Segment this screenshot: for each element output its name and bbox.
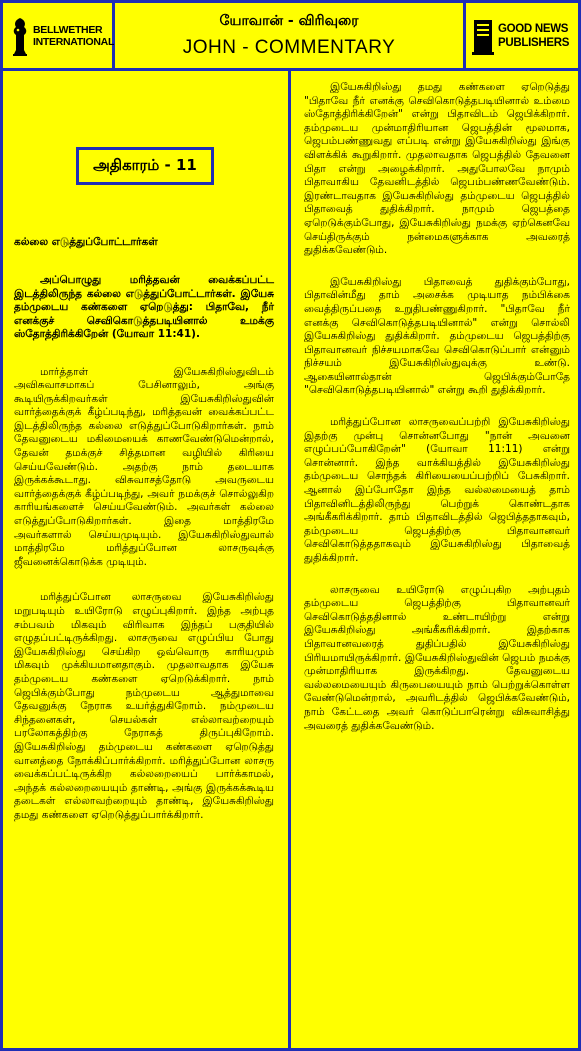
right-column bbox=[294, 71, 578, 1048]
paragraph: மரித்துப்போன லாசருவை இயேசுகிறிஸ்து மறுபடியும் உயிரோடு எழுப்புகிறார். இந்த அற்புத சம்பவம் மிகவும் விரிவாக இந்தப் பகுதியில் எழுதப்பட்டிருக்கிறது. லாசருவை எழுப்பிய போது இயேசுகிறிஸ்து செய்கிற ஒவ்வொரு காரியமும் மிகவும் முக்கியமானதாகும். முதலாவதாக இயேசு தம்முடைய கண்களை ஏறெடுக்கிறார். நாம் ஜெபிக்கும்போது நம்முடைய ஆத்துமாவை தேவனுக்கு நேராக உயர்த்துகிறோம். நம்முடைய சிந்தனைகள், செயல்கள் எல்லாவற்றையும் பரலோகத்திற்கு நேராகத் திருப்புகிறோம். இயேசுகிறிஸ்து தம்முடைய கண்களை ஏறெடுத்து வானத்தை நோக்கிப்பார்க்கிறார். மரித்துப்போன லாசரு வைக்கப்பட்டிருக்கிற கல்லறையைப் பார்க்காமல், அந்தக் கல்லறையையும் தாண்டி, அங்கு இருக்கக்கூடிய தடைகள் எல்லாவற்றையும் தாண்டி, இயேசுகிறிஸ்து தமது கண்களை ஏறெடுத்துப்பார்க்கிறார். bbox=[14, 591, 274, 821]
logo-line2: INTERNATIONAL bbox=[33, 35, 115, 48]
logo-line1: BELLWETHER bbox=[33, 23, 103, 36]
paragraph: லாசருவை உயிரோடு எழுப்புகிற அற்புதம் தம்முடைய ஜெபத்திற்கு பிதாவானவர் செவிகொடுத்ததினால் உண்டாயிற்று என்று இயேசுகிறிஸ்து அங்கீகரிக்கிறார். இதற்காக பிதாவானவரைத் துதிப்பதில் இயேசுகிறிஸ்து பிரியமாயிருக்கிறார். இயேசுகிறிஸ்துவின் ஜெபம் நமக்கு முன்மாதிரியாக இருக்கிறது. தேவனுடைய வல்லமையையும் கிருபையையும் நாம் பெற்றுக்கொள்ள வேண்டுமென்றால், அவரிடத்தில் ஜெபிக்கவேண்டும், நாம் கேட்டதை அவர் கொடுப்பாரென்று விசுவாசித்து அவரைத் துதிக்கவேண்டும். bbox=[304, 583, 570, 732]
title-tamil: யோவான் - விரிவுரை bbox=[219, 12, 359, 29]
paragraph: இயேசுகிறிஸ்து தமது கண்களை ஏறெடுத்து "பிதாவே நீர் எனக்கு செவிகொடுத்தபடியினால் உம்மை ஸ்தோத்திரிக்கிறேன்" என்று பிதாவிடம் ஜெபிக்கிறார். தம்முடைய முன்மாதிரியான ஜெபத்தின் மூலமாக, ஜெபம்பண்ணுவது எப்படி என்று இயேசுகிறிஸ்து இங்கு விளக்கிக் கூறுகிறார். முதலாவதாக ஜெபத்தில் தேவனை பிதா என்று அழைக்கிறார். அதுபோலவே நாமும் பிதாவாகிய தேவனிடத்தில் ஜெபம்பண்ணவேண்டும். இரண்டாவதாக இயேசுகிறிஸ்து தம்முடைய ஜெபத்தில் பிதாவைத் துதிக்கிறார். நாமும் ஜெபத்தை ஏறெடுக்கும்போது, இயேசுகிறிஸ்து நமக்கு ஏற்கெனவே செய்திருக்கும் நன்மைகளுக்காக அவரைத் துதிக்கவேண்டும். bbox=[304, 81, 570, 257]
logo-line2: PUBLISHERS bbox=[498, 36, 570, 49]
left-column bbox=[3, 71, 291, 1048]
title-english: JOHN - COMMENTARY bbox=[182, 36, 396, 58]
verse-text: அப்பொழுது மரித்தவன் வைக்கப்பட்ட இடத்திலிருந்த கல்லை எடுத்துப்போட்டார்கள். இயேசு தம்முடைய கண்களை ஏறெடுத்து: பிதாவே, நீர் எனக்குச் செவிகொடுத்தபடியினால் உமக்கு ஸ்தோத்திரிக்கிறேன் (யோவா 11:41). bbox=[14, 274, 274, 340]
paragraph: மார்த்தாள் இயேசுகிறிஸ்துவிடம் அவிசுவாசமாகப் பேசினாலும், அங்கு கூடியிருக்கிறவர்கள் இயேசுகிறிஸ்துவின் வார்த்தைக்குக் கீழ்ப்படிந்து, மரித்தவன் வைக்கப்பட்ட இடத்திலிருந்த கல்லை எடுத்துப்போடுகிறார்கள். நாம் தேவனுடைய மகிமையைக் காணவேண்டுமென்றால், தேவன் தமக்குச் சித்தமான வழியில் கிரியை செய்யவேண்டும். அதற்கு நாம் தடையாக இருக்கக்கூடாது. விசுவாசத்தோடு அவருடைய வார்த்தைக்குக் கீழ்ப்படிந்து, அவர் நமக்குச் சொல்லுகிற காரியங்களைச் செய்யவேண்டும். அவர்கள் கல்லை எடுத்துப்போடுகிறார்கள். இதை மாத்திரமே அவர்களால் செய்யமுடியும். இயேசுகிறிஸ்துவால் மாத்திரமே மரித்துப்போன லாசருவுக்கு ஜீவனைக்கொடுக்க முடியும். bbox=[14, 365, 274, 568]
paragraph: மரித்துப்போன லாசருவைப்பற்றி இயேசுகிறிஸ்து இதற்கு முன்பு சொன்னபோது "நான் அவனை எழுப்பப்போகிறேன்" (யோவா 11:11) என்று சொன்னார். இந்த வாக்கியத்தில் இயேசுகிறிஸ்து தம்முடைய சொந்தக் கிரியையைப்பற்றிப் பேசுகிறார். ஆனால் இப்போதோ இந்த வல்லமையைத் தாம் பிதாவினிடத்திலிருந்து பெற்றுக் கொண்டதாக அங்கீகரிக்கிறார். தாம் பிதாவிடத்தில் ஜெபித்ததாகவும், தம்முடைய ஜெபத்திற்கு பிதாவானவர் செவிகொடுத்ததாகவும் இயேசுகிறிஸ்து பிதாவைத் துதிக்கிறார். bbox=[304, 416, 570, 564]
bellwether-logo bbox=[3, 3, 115, 68]
header-title bbox=[115, 3, 466, 68]
section-heading: கல்லை எடுத்துப்போட்டார்கள் bbox=[14, 236, 158, 248]
paragraph: இயேசுகிறிஸ்து பிதாவைத் துதிக்கும்போது, பிதாவின்மீது தாம் அசைக்க முடியாத நம்பிக்கை வைத்திருப்பதை உறுதிபண்ணுகிறார். "பிதாவே நீர் எனக்கு செவிகொடுத்தபடியினால்" என்று சொல்லி இயேசுகிறிஸ்து துதிக்கிறார். தம்முடைய ஜெபத்திற்கு பிதாவானவர் நிச்சயமாகவே செவிகொடுப்பார் என்னும் நிச்சயம் இயேசுகிறிஸ்துவுக்கு உண்டு. ஆகையினால்தான் ஜெபிக்கும்போதே "செவிகொடுத்தபடியினால்" என்று கூறி துதிக்கிறார். bbox=[304, 275, 570, 397]
logo-line1: GOOD NEWS bbox=[498, 22, 569, 35]
ram-icon bbox=[11, 16, 29, 56]
chapter-label: அதிகாரம் - 11 bbox=[76, 147, 214, 185]
header bbox=[3, 3, 578, 71]
book-icon bbox=[472, 16, 494, 56]
good-news-logo bbox=[466, 3, 578, 68]
